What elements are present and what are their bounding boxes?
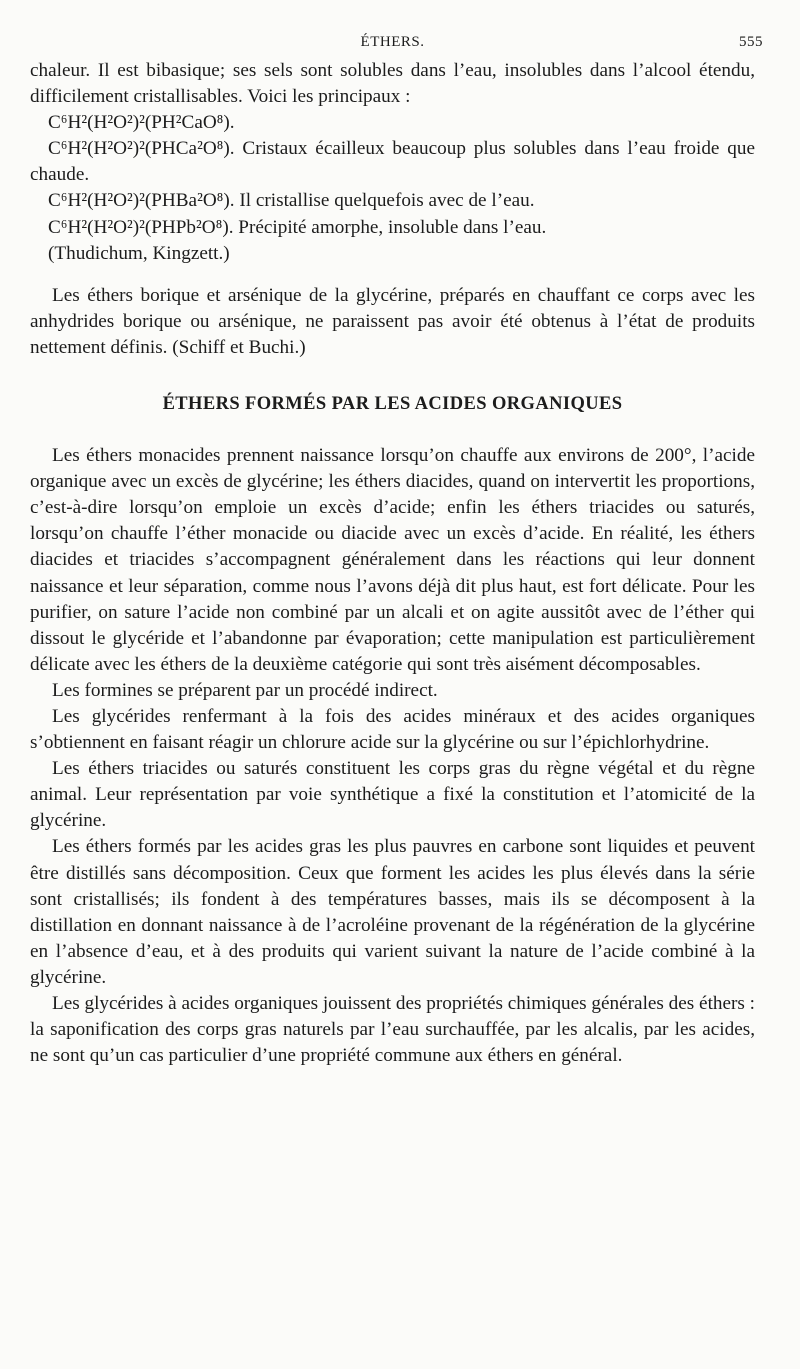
page-number: 555 <box>739 34 763 50</box>
body-paragraph-4: Les éthers triacides ou saturés constituent les corps gras du règne végétal et du règne animal. Leur représentation par voie synthétique a fixé la constitution et l’atomicité de la glycérine. <box>30 758 755 832</box>
salt-formula-4: C⁶H²(H²O²)²(PHPb²O⁸). Précipité amorphe, insoluble dans l’eau. <box>48 216 547 238</box>
body-paragraph-1: Les éthers monacides prennent naissance lorsqu’on chauffe aux environs de 200°, l’acide organique avec un excès de glycérine; les éthers diacides, quand on intervertit les proportions, c’est-à-dire lorsqu’on emploie un excès d’acide; enfin les éthers triacides ou saturés, lorsqu’on chauffe l’éther monacide ou diacide avec un excès d’acide. En réalité, les éthers diacides et triacides s’accompagnent généralement dans les réactions qui leur donnent naissance et leur séparation, comme nous l’avons déjà dit plus haut, est fort délicate. Pour les purifier, on sature l’acide non combiné par un alcali et on agite aussitôt avec de l’éther qui dissout le glycéride et l’abandonne par évaporation; cette manipulation est particulièrement délicate avec les éthers de la deuxième catégorie qui sont très aisément décomposables. <box>30 445 755 675</box>
borique-paragraph: Les éthers borique et arsénique de la glycérine, préparés en chauffant ce corps avec les anhydrides borique ou arsénique, ne paraissent pas avoir été obtenus à l’état de produits nettement définis. (Schiff et Buchi.) <box>30 284 755 358</box>
running-head <box>30 30 763 58</box>
salt-citation: (Thudichum, Kingzett.) <box>48 242 230 264</box>
body-paragraph-5: Les éthers formés par les acides gras les plus pauvres en carbone sont liquides et peuvent être distillés sans décomposition. Ceux que forment les acides les plus élevés dans la série sont cristallisés; ils fondent à des températures basses, mais ils se décomposent à la distillation en donnant naissance à de l’acroléine provenant de la régénération de la glycérine en l’absence d’eau, et à des produits qui varient suivant la nature de l’acide combiné à la glycérine. <box>30 836 755 988</box>
running-title: ÉTHERS. <box>360 34 425 50</box>
section-heading: ÉTHERS FORMÉS PAR LES ACIDES ORGANIQUES <box>162 394 623 415</box>
intro-paragraph: chaleur. Il est bibasique; ses sels sont solubles dans l’eau, insolubles dans l’alcool étendu, difficilement cristallisables. Voici les principaux : <box>30 60 755 108</box>
body-paragraph-3: Les glycérides renfermant à la fois des acides minéraux et des acides organiques s’obtiennent en faisant réagir un chlorure acide sur la glycérine ou sur l’épichlorhydrine. <box>30 705 755 754</box>
salt-formula-2: C⁶H²(H²O²)²(PHCa²O⁸). Cristaux écailleux beaucoup plus solubles dans l’eau froide que chaude. <box>30 138 755 186</box>
salt-formula-3: C⁶H²(H²O²)²(PHBa²O⁸). Il cristallise quelquefois avec de l’eau. <box>48 190 535 212</box>
document-page <box>30 30 763 1069</box>
salt-formula-1: C⁶H²(H²O²)²(PH²CaO⁸). <box>48 112 235 134</box>
body-paragraph-6: Les glycérides à acides organiques jouissent des propriétés chimiques générales des éthers : la saponification des corps gras naturels par l’eau surchauffée, par les alcalis, par les acides, ne sont qu’un cas particulier d’une propriété commune aux éthers en général. <box>30 993 755 1067</box>
body-paragraph-2: Les formines se préparent par un procédé indirect. <box>52 679 438 701</box>
